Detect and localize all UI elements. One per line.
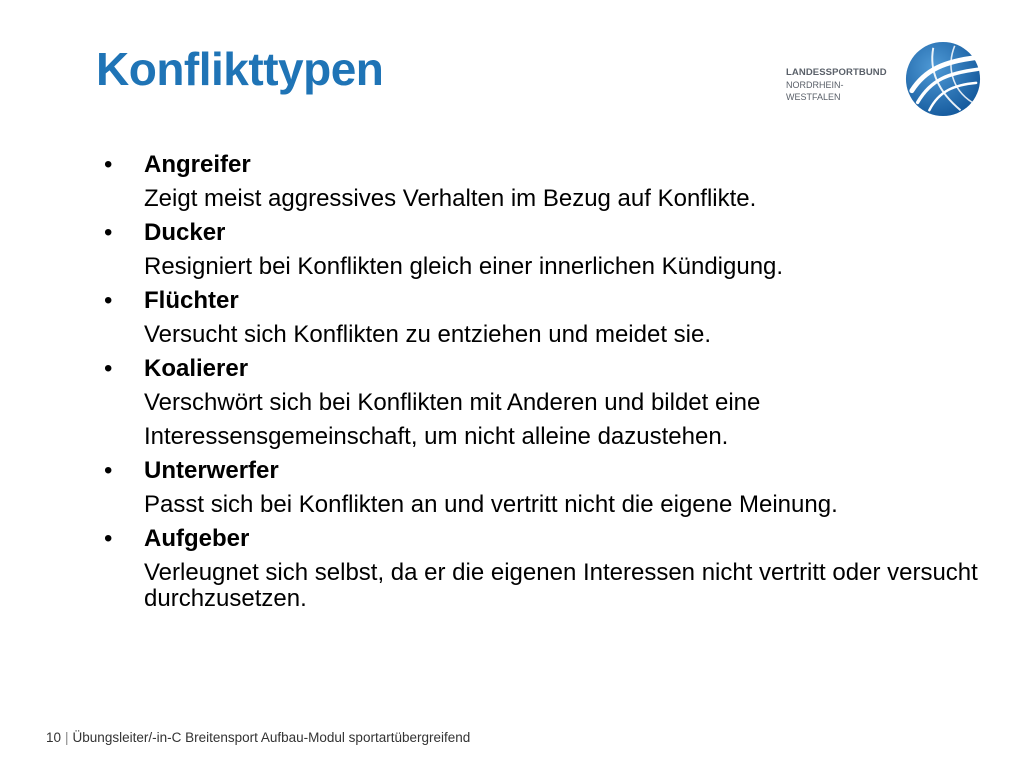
landessportbund-logo — [786, 40, 986, 122]
description: Verleugnet sich selbst, da er die eigenen Interessen nicht vertritt oder versucht durchzusetzen. — [144, 559, 978, 612]
description: Passt sich bei Konflikten an und vertritt nicht die eigene Meinung. — [144, 491, 838, 518]
term: Flüchter — [144, 287, 239, 314]
list-item-koalierer — [104, 352, 984, 454]
bullet-marker: • — [104, 355, 113, 382]
logo-line-1: LANDESSPORTBUND — [786, 67, 887, 78]
logo-line-2: NORDRHEIN-WESTFALEN — [786, 80, 844, 102]
term: Unterwerfer — [144, 457, 279, 484]
list-item-aufgeber — [104, 522, 984, 612]
bullet-list — [104, 148, 984, 612]
slide-footer — [46, 730, 470, 745]
bullet-marker: • — [104, 287, 113, 314]
footer-separator: | — [65, 730, 69, 745]
bullet-marker: • — [104, 525, 113, 552]
bullet-marker: • — [104, 219, 113, 246]
list-item-fluechter — [104, 284, 984, 352]
globe-emblem-icon — [904, 40, 982, 118]
list-item-angreifer — [104, 148, 984, 216]
bullet-marker: • — [104, 457, 113, 484]
logo-wordmark — [786, 67, 894, 103]
footer-text: Übungsleiter/-in-C Breitensport Aufbau-Modul sportartübergreifend — [72, 730, 471, 745]
term: Aufgeber — [144, 525, 250, 552]
list-item-ducker — [104, 216, 984, 284]
bullet-marker: • — [104, 151, 113, 178]
slide-title: Konflikttypen — [96, 43, 384, 95]
description: Verschwört sich bei Konflikten mit Anderen und bildet eine Interessensgemeinschaft, um nicht alleine dazustehen. — [144, 389, 761, 450]
term: Koalierer — [144, 355, 249, 382]
term: Angreifer — [144, 151, 251, 178]
description: Zeigt meist aggressives Verhalten im Bezug auf Konflikte. — [144, 185, 757, 212]
page-number: 10 — [46, 730, 62, 745]
list-item-unterwerfer — [104, 454, 984, 522]
term: Ducker — [144, 219, 226, 246]
description: Versucht sich Konflikten zu entziehen und meidet sie. — [144, 321, 711, 348]
description: Resigniert bei Konflikten gleich einer innerlichen Kündigung. — [144, 253, 784, 280]
